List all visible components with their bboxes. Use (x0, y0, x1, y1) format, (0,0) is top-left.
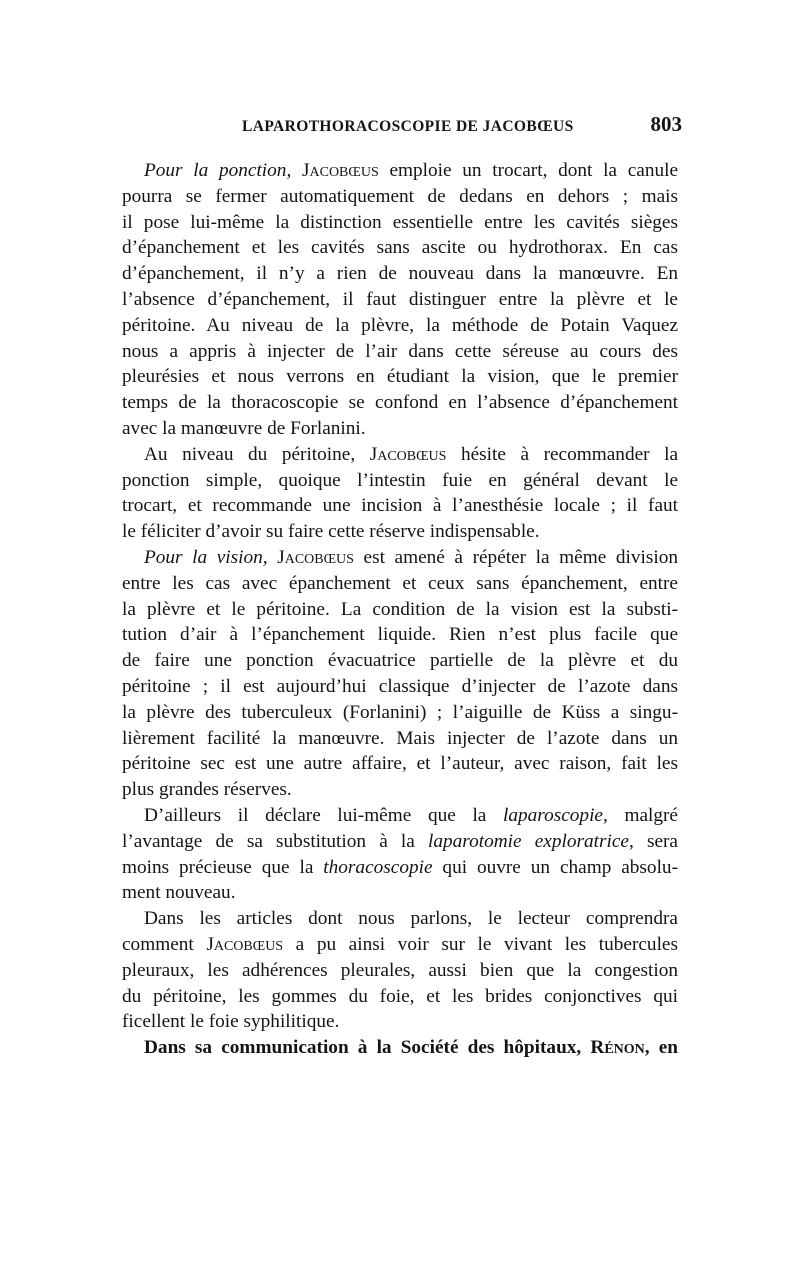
text-run: Pour la vision, (144, 546, 268, 568)
text-run: D’ailleurs il déclare lui-même que la (144, 804, 504, 826)
text-run: ficellent le foie syphilitique. (122, 1011, 340, 1033)
text-run: emploie un trocart, dont la canule (378, 160, 679, 181)
text-line (122, 184, 678, 210)
text-line (122, 339, 678, 365)
text-run: la plèvre des tuberculeux (Forlanini) ; l’aiguille de Küss a singu- (122, 701, 678, 723)
text-run: péritoine. Au niveau de la plèvre, la méthode de Potain Vaquez (122, 314, 678, 336)
text-run: du péritoine, les gommes du foie, et les brides conjonctives qui (122, 985, 678, 1007)
text-run: la plèvre et le péritoine. La condition de la vision est la substi- (122, 598, 678, 620)
page-number: 803 (650, 112, 682, 136)
text-run: lièrement facilité la manœuvre. Mais injecter de l’azote dans un (122, 727, 678, 749)
text-run: péritoine ; il est aujourd’hui classique d’injecter de l’azote dans (122, 675, 678, 697)
text-line (122, 777, 678, 803)
text-run (268, 547, 278, 568)
text-run: de faire une ponction évacuatrice partielle de la plèvre et du (122, 650, 678, 672)
text-run: pleuraux, les adhérences pleurales, aussi bien que la congestion (122, 959, 678, 981)
text-line (122, 880, 678, 906)
text-run: est amené à répéter la même division (353, 546, 678, 568)
text-line (122, 235, 678, 261)
text-line (122, 1009, 678, 1035)
text-run: pleurésies et nous verrons en étudiant la vision, que le premier (122, 366, 678, 388)
text-run: qui ouvre un champ absolu- (432, 856, 678, 878)
text-line (122, 674, 678, 700)
text-run: Pour la ponction, (144, 160, 292, 181)
text-line (122, 545, 678, 571)
text-run: ponction simple, quoique l’intestin fuie en général devant le (122, 469, 678, 491)
text-line (122, 932, 678, 958)
text-line (122, 906, 678, 932)
text-run: plus grandes réserves. (122, 779, 292, 801)
text-run: ment nouveau. (122, 882, 236, 904)
text-run: pourra se fermer automatiquement de dedans en dehors ; mais (122, 185, 678, 207)
text-line (122, 313, 678, 339)
text-run: moins précieuse que la (122, 856, 324, 878)
text-line (122, 571, 678, 597)
text-run: a pu ainsi voir sur le vivant les tubercules (283, 933, 678, 955)
text-run: laparoscopie, (503, 804, 608, 826)
text-line (122, 984, 678, 1010)
text-run: laparotomie exploratrice, (428, 830, 634, 852)
text-run: Dans sa communication à la Société des hôpitaux, (144, 1037, 591, 1059)
text-run: péritoine sec est une autre affaire, et l’auteur, avec raison, fait les (122, 753, 678, 775)
text-run: Dans les articles dont nous parlons, le lecteur comprendra (144, 908, 678, 930)
text-run: sera (633, 830, 678, 852)
text-line (122, 416, 678, 442)
text-line (122, 261, 678, 287)
text-line (122, 1035, 678, 1061)
text-run: d’épanchement et les cavités sans ascite ou hydrothorax. En cas (122, 237, 678, 259)
text-run: Rénon (590, 1037, 645, 1059)
text-run: temps de la thoracoscopie se confond en l’absence d’épanchement (122, 392, 678, 414)
text-run: tution d’air à l’épanchement liquide. Rien n’est plus facile que (122, 624, 678, 646)
text-line (122, 700, 678, 726)
text-line (122, 751, 678, 777)
text-line (122, 597, 678, 623)
text-line (122, 648, 678, 674)
text-run: Au niveau du péritoine, (144, 443, 370, 465)
text-line (122, 442, 678, 468)
text-line (122, 493, 678, 519)
text-run: hésite à recommander la (446, 443, 678, 465)
text-run: comment (122, 933, 207, 955)
text-line (122, 364, 678, 390)
text-line (122, 287, 678, 313)
text-line (122, 468, 678, 494)
text-run: entre les cas avec épanchement et ceux sans épanchement, entre (122, 572, 678, 594)
running-head (122, 112, 682, 142)
body-text (122, 158, 678, 1061)
text-run: trocart, et recommande une incision à l’anesthésie locale ; il faut (122, 495, 678, 517)
text-run: d’épanchement, il n’y a rien de nouveau dans la manœuvre. En (122, 263, 678, 285)
text-run: Jacobœus (206, 933, 284, 955)
text-run: l’absence d’épanchement, il faut distinguer entre la plèvre et le (122, 288, 678, 310)
text-run: , en (644, 1037, 678, 1059)
text-run: l’avantage de sa substitution à la (122, 830, 429, 852)
text-run: thoracoscopie (323, 856, 433, 878)
text-line (122, 958, 678, 984)
text-line (122, 726, 678, 752)
text-line (122, 855, 678, 881)
text-run: il pose lui-même la distinction essentielle entre les cavités sièges (122, 211, 678, 233)
text-line (122, 622, 678, 648)
text-line (122, 210, 678, 236)
text-run: malgré (607, 804, 678, 826)
text-run: nous a appris à injecter de l’air dans cette séreuse au cours des (122, 340, 678, 362)
text-line (122, 158, 678, 184)
text-run: le féliciter d’avoir su faire cette réserve indispensable. (122, 521, 540, 543)
text-line (122, 829, 678, 855)
text-run: Jacobœus (302, 160, 379, 181)
text-run: Jacobœus (369, 443, 447, 465)
text-run: Jacobœus (277, 546, 354, 568)
book-page (122, 112, 682, 1061)
text-line (122, 803, 678, 829)
text-line (122, 390, 678, 416)
text-line (122, 519, 678, 545)
text-run (291, 160, 302, 181)
running-title: LAPAROTHORACOSCOPIE DE JACOBŒUS (242, 118, 574, 135)
text-run: avec la manœuvre de Forlanini. (122, 417, 366, 439)
